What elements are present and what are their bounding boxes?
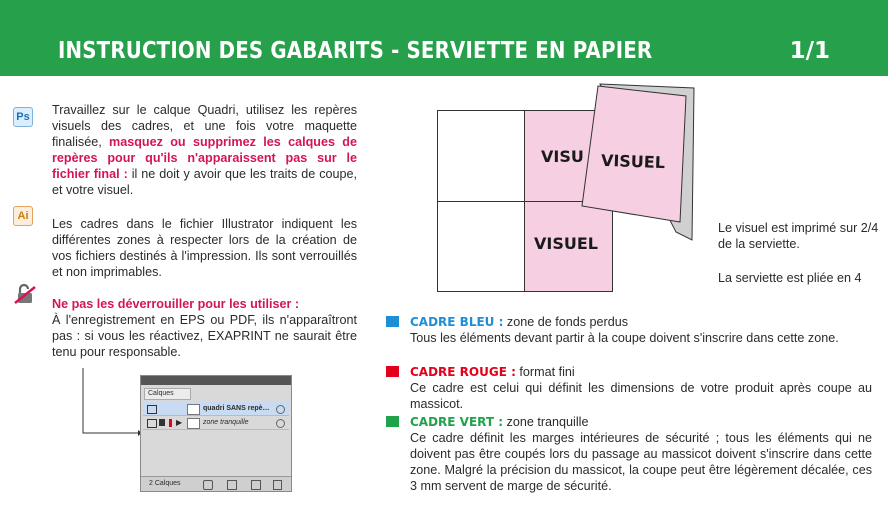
eye-icon[interactable] bbox=[147, 405, 157, 414]
layer-thumbnail bbox=[187, 418, 200, 429]
legend-bleu bbox=[410, 314, 872, 346]
instruction-text: Travaillez sur le calque Quadri, utilisez les repères visuels des cadres, et une fois votre maquette finalisée, bbox=[52, 103, 357, 149]
layer-count: 2 Calques bbox=[149, 480, 181, 487]
warning-title: Ne pas les déverrouiller pour les utiliser : bbox=[52, 297, 300, 311]
legend-bleu-text: Tous les éléments devant partir à la coupe doivent s'inscrire dans cette zone. bbox=[410, 331, 839, 345]
diagram-note-folded: La serviette est pliée en 4 bbox=[718, 271, 862, 285]
layer-thumbnail bbox=[187, 404, 200, 415]
illustrator-icon: Ai bbox=[13, 206, 33, 226]
napkin-quarter-bottom-left bbox=[438, 202, 525, 291]
legend-bleu-subtitle: zone de fonds perdus bbox=[506, 315, 629, 329]
legend-vert bbox=[410, 414, 872, 494]
legend-vert-title: CADRE VERT : bbox=[410, 415, 504, 429]
warning-text: À l'enregistrement en EPS ou PDF, ils n'apparaîtront pas : si vous les réactivez, EXAPRINT ne saurait être tenu pour responsable. bbox=[52, 313, 357, 359]
lock-icon[interactable] bbox=[159, 419, 165, 426]
legend-vert-text: Ce cadre définit les marges intérieures de sécurité ; tous les éléments qui ne doivent pas être coupés lors du passage au massicot doivent s'inscrire dans cette zone. Malgré la précision du massicot, la coupe peut être légèrement décalée, ces 3 mm servent de marge de sécurité. bbox=[410, 431, 872, 493]
tab-calques[interactable]: Calques bbox=[144, 388, 191, 400]
panel-titlebar bbox=[141, 376, 291, 385]
page-number: 1/1 bbox=[789, 38, 830, 64]
layer-row-zone-tranquille[interactable] bbox=[143, 416, 289, 430]
green-frame-swatch bbox=[386, 416, 399, 427]
legend-rouge bbox=[410, 364, 872, 412]
photoshop-instructions bbox=[52, 102, 357, 198]
legend-rouge-text: Ce cadre est celui qui définit les dimensions de votre produit après coupe au massicot. bbox=[410, 381, 872, 411]
new-sublayer-icon[interactable] bbox=[227, 480, 237, 490]
diagram-note-printed: Le visuel est imprimé sur 2/4 de la serviette. bbox=[718, 221, 879, 251]
panel-footer bbox=[141, 476, 291, 491]
trash-icon[interactable] bbox=[273, 480, 282, 490]
instruction-text-end: il ne doit y avoir que les traits de coupe, et votre visuel. bbox=[52, 167, 358, 197]
eye-icon[interactable] bbox=[147, 419, 157, 428]
layers-panel bbox=[140, 375, 292, 492]
expand-arrow-icon[interactable]: ▶ bbox=[176, 418, 183, 427]
illustrator-instructions: Les cadres dans le fichier Illustrator indiquent les différentes zones à respecter lors de la création de vos fichiers destinés à l'impression. Ils sont verrouillés et non imprimables. bbox=[52, 217, 357, 279]
visuel-label-bottom: VISUEL bbox=[534, 234, 598, 253]
legend-rouge-subtitle: format fini bbox=[519, 365, 575, 379]
instruction-highlight: masquez ou supprimez les calques de repères pour qu'ils n'apparaissent pas sur le fichier final : bbox=[52, 135, 357, 181]
target-icon[interactable] bbox=[276, 405, 285, 414]
layer-color-bar bbox=[169, 419, 172, 427]
new-layer-icon[interactable] bbox=[251, 480, 261, 490]
layer-name[interactable]: quadri SANS repè… bbox=[203, 405, 270, 412]
unlocked-padlock-crossed-icon bbox=[14, 283, 36, 305]
napkin-quarter-top-left bbox=[438, 111, 525, 202]
page-title: INSTRUCTION DES GABARITS - SERVIETTE EN PAPIER bbox=[58, 38, 653, 64]
visuel-label-fold: VISUEL bbox=[600, 150, 666, 173]
photoshop-icon: Ps bbox=[13, 107, 33, 127]
blue-frame-swatch bbox=[386, 316, 399, 327]
visu-label: VISU bbox=[541, 147, 584, 166]
legend-vert-subtitle: zone tranquille bbox=[506, 415, 589, 429]
connector-arrow bbox=[78, 368, 142, 440]
locate-object-icon[interactable] bbox=[203, 480, 213, 490]
layer-name[interactable]: zone tranquille bbox=[203, 419, 249, 426]
red-frame-swatch bbox=[386, 366, 399, 377]
header-banner bbox=[0, 0, 888, 76]
layer-row-quadri[interactable] bbox=[143, 402, 289, 416]
warning-instructions bbox=[52, 296, 357, 360]
target-icon[interactable] bbox=[276, 419, 285, 428]
legend-rouge-title: CADRE ROUGE : bbox=[410, 365, 516, 379]
legend-bleu-title: CADRE BLEU : bbox=[410, 315, 504, 329]
